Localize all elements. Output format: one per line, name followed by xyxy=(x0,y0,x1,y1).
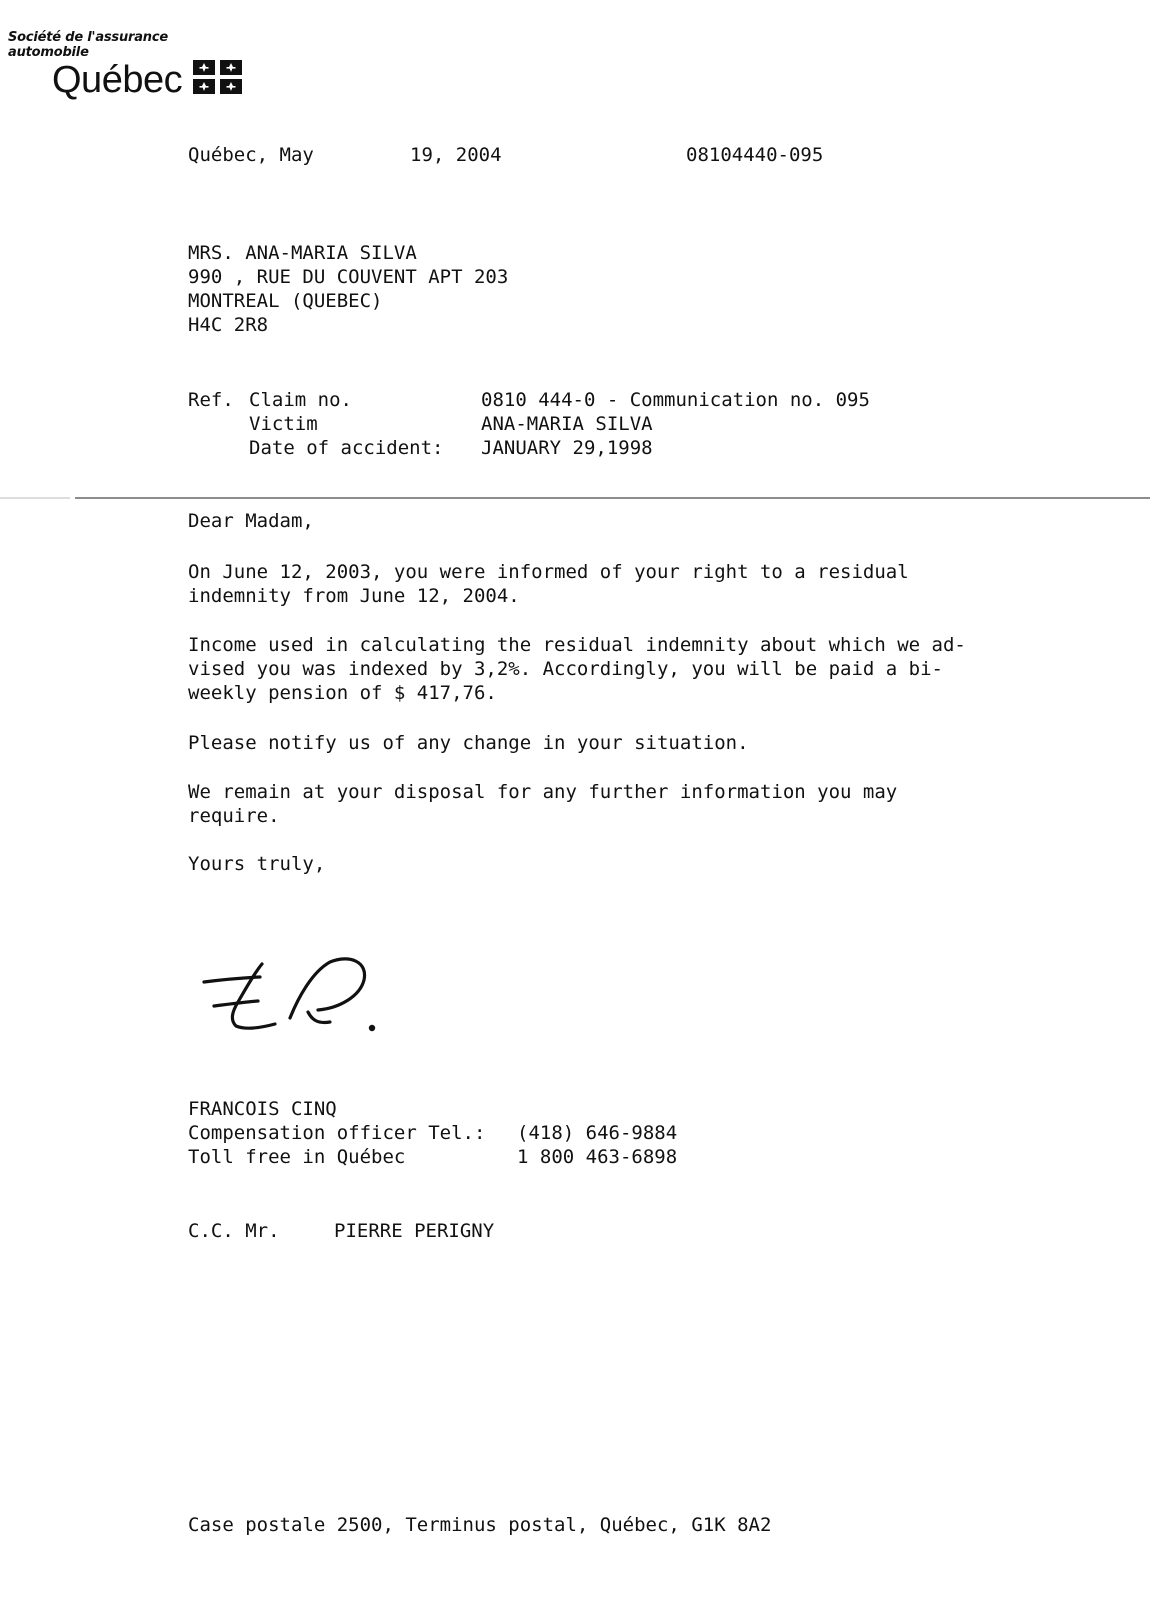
tollfree-number: 1 800 463-6898 xyxy=(517,1146,678,1168)
victim-value: ANA-MARIA SILVA xyxy=(481,413,653,435)
quebec-fleurdelise-flag-icon xyxy=(193,60,243,94)
claim-value: 0810 444-0 - Communication no. 095 xyxy=(481,389,870,411)
closing: Yours truly, xyxy=(188,853,326,875)
signer-title-label: Compensation officer Tel.: xyxy=(188,1122,486,1144)
recipient-postal-code: H4C 2R8 xyxy=(188,314,269,336)
recipient-address-line2: MONTREAL (QUEBEC) xyxy=(188,290,383,312)
recipient-address-line1: 990 , RUE DU COUVENT APT 203 xyxy=(188,266,509,288)
cc-recipient-name: PIERRE PERIGNY xyxy=(334,1220,495,1242)
tollfree-label: Toll free in Québec xyxy=(188,1146,406,1168)
file-number: 08104440-095 xyxy=(686,144,824,166)
paragraph2-line3: weekly pension of $ 417,76. xyxy=(188,682,497,704)
paragraph3: Please notify us of any change in your situation. xyxy=(188,732,749,754)
quebec-wordmark: Québec xyxy=(52,59,183,101)
accident-date-label: Date of accident: xyxy=(249,437,444,459)
letter-place-date-city: Québec, May xyxy=(188,144,314,166)
signer-telephone: (418) 646-9884 xyxy=(517,1122,678,1144)
signer-name: FRANCOIS CINQ xyxy=(188,1098,337,1120)
paragraph4-line2: require. xyxy=(188,805,280,827)
organization-name-line2: automobile xyxy=(8,45,89,60)
handwritten-signature xyxy=(200,950,400,1060)
accident-date-value: JANUARY 29,1998 xyxy=(481,437,653,459)
victim-label: Victim xyxy=(249,413,318,435)
organization-name-line1: Société de l'assurance xyxy=(8,30,168,45)
cc-label: C.C. Mr. xyxy=(188,1220,280,1242)
letter-date-day: 19, 2004 xyxy=(410,144,502,166)
footer-postal-address: Case postale 2500, Terminus postal, Québec, G1K 8A2 xyxy=(188,1514,772,1536)
reference-label: Ref. xyxy=(188,389,234,411)
paragraph2-line1: Income used in calculating the residual indemnity about which we ad- xyxy=(188,634,966,656)
claim-label: Claim no. xyxy=(249,389,352,411)
salutation: Dear Madam, xyxy=(188,510,314,532)
paragraph1-line2: indemnity from June 12, 2004. xyxy=(188,585,520,607)
paragraph2-line2: vised you was indexed by 3,2%. Accordingly, you will be paid a bi- xyxy=(188,658,943,680)
paragraph1-line1: On June 12, 2003, you were informed of your right to a residual xyxy=(188,561,909,583)
recipient-name: MRS. ANA-MARIA SILVA xyxy=(188,242,417,264)
horizontal-divider xyxy=(0,497,1175,499)
paragraph4-line1: We remain at your disposal for any further information you may xyxy=(188,781,898,803)
